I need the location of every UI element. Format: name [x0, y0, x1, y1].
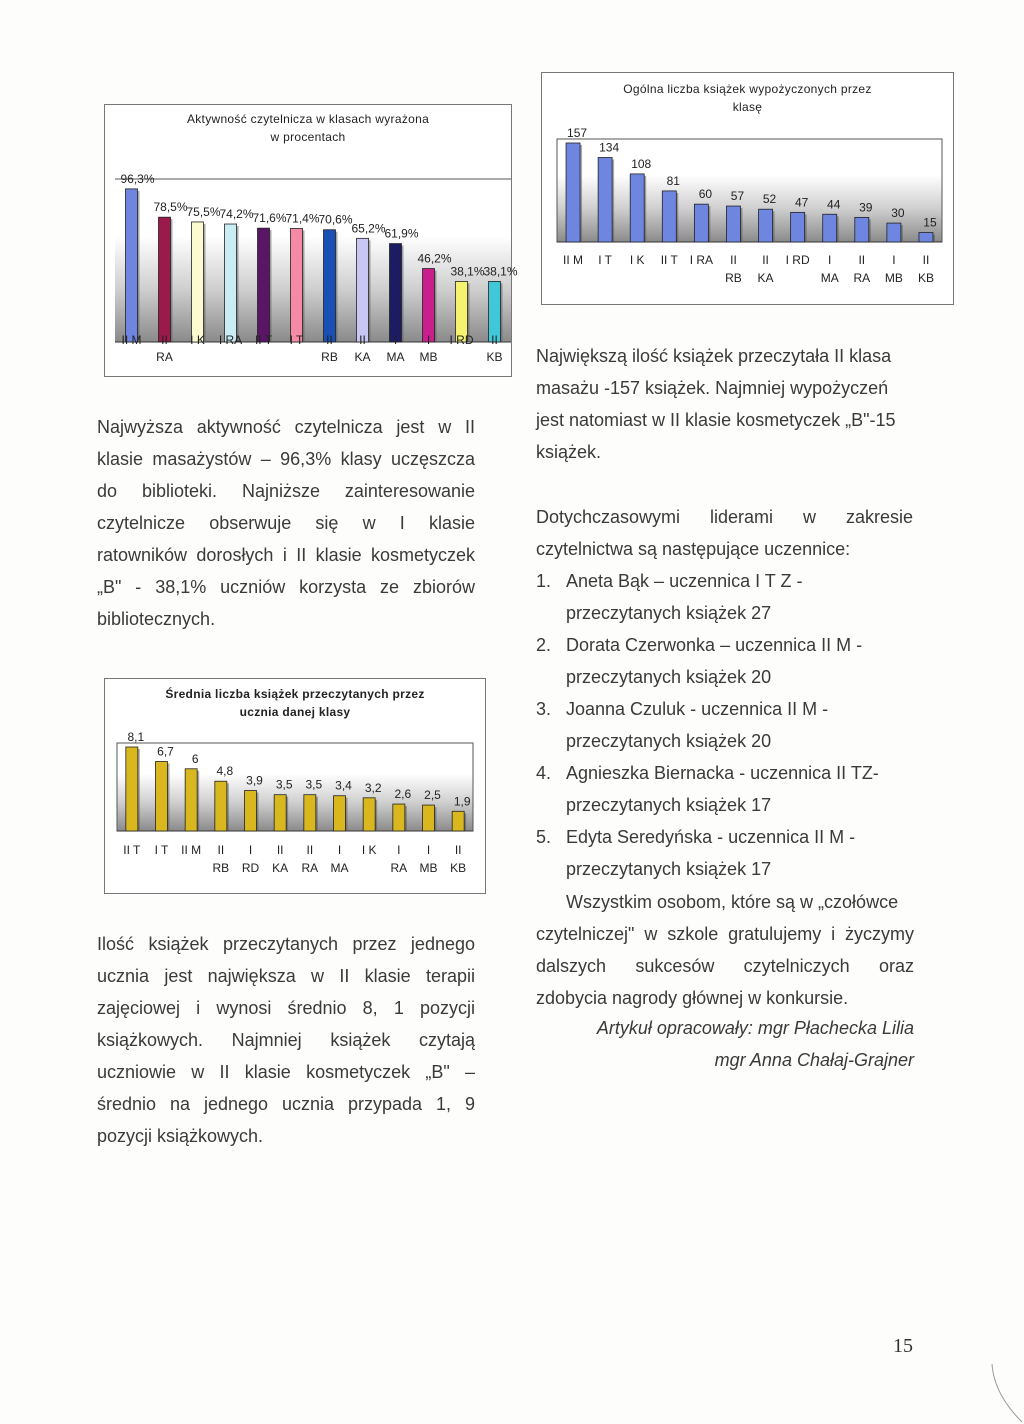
- x-tick-label: II: [454, 843, 462, 857]
- x-tick-label: RD: [241, 861, 260, 875]
- text-line: czytelnictwa są następujące uczennice:: [536, 539, 851, 559]
- bar: [357, 238, 369, 342]
- data-label: 15: [923, 215, 937, 230]
- x-tick-label: II M: [563, 253, 584, 267]
- bar: [726, 206, 740, 242]
- plot-background: [557, 175, 942, 242]
- x-tick-label: II: [491, 333, 498, 347]
- plot-background: [117, 774, 473, 831]
- x-tick-label: I T: [289, 333, 304, 347]
- chart-title-line: Aktywność czytelnicza w klasach wyrażona: [186, 112, 430, 126]
- data-label: 60: [698, 187, 713, 202]
- x-tick-label: RA: [390, 861, 408, 875]
- data-label: 4,8: [216, 764, 234, 779]
- x-tick-label: II M: [121, 333, 142, 347]
- x-tick-label: RA: [156, 350, 173, 364]
- data-label: 44: [827, 197, 841, 212]
- chart-title-line: ucznia danej klasy: [239, 705, 351, 719]
- x-tick-label: I K: [190, 333, 205, 347]
- data-label: 3,2: [364, 780, 382, 795]
- x-tick-label: II M: [181, 843, 202, 857]
- bar: [363, 798, 375, 831]
- x-tick-label: KB: [450, 861, 467, 875]
- data-label: 38,1%: [483, 264, 518, 279]
- list-item: [536, 693, 936, 757]
- bar: [630, 174, 644, 242]
- x-tick-label: MB: [419, 350, 438, 364]
- bar: [452, 811, 464, 831]
- x-tick-label: I RD: [449, 333, 474, 347]
- data-label: 6: [191, 751, 199, 766]
- x-tick-label: II: [359, 333, 366, 347]
- x-tick-label: I: [426, 843, 431, 857]
- bar: [258, 228, 270, 342]
- x-tick-label: I: [397, 843, 401, 857]
- data-label: 8,1: [127, 730, 145, 744]
- bar: [598, 158, 612, 242]
- bar: [759, 209, 773, 242]
- list-number: 3.: [536, 699, 552, 719]
- text-line: ratowników dorosłych i II klasie kosmetyczek: [97, 545, 475, 565]
- bar: [291, 228, 303, 342]
- list-line: Edyta Seredyńska - uczennica II M -: [566, 827, 856, 847]
- bar: [126, 747, 138, 831]
- x-tick-label: II: [217, 843, 225, 857]
- data-label: 3,5: [305, 777, 323, 792]
- data-label: 52: [762, 192, 777, 207]
- text-line: ucznia jest największa w II klasie terapii: [97, 966, 475, 986]
- data-label: 6,7: [157, 744, 174, 759]
- x-tick-label: II T: [660, 253, 678, 267]
- text-line: czytelniczej" w szkole gratulujemy i życzymy: [536, 924, 914, 944]
- x-tick-label: I RA: [689, 253, 714, 267]
- text-line: czytelnicze obserwuje się w I klasie: [97, 513, 475, 533]
- chart-title-line: klasę: [732, 100, 763, 114]
- list-line: Joanna Czuluk - uczennica II M -: [566, 699, 829, 719]
- bar: [855, 217, 869, 242]
- paragraph-congratulations: [536, 886, 914, 1014]
- bar: [274, 795, 286, 831]
- text-line: „B" - 38,1% uczniów korzysta ze zbiorów: [97, 577, 475, 597]
- data-label: 134: [599, 140, 620, 155]
- data-label: 70,6%: [318, 212, 353, 227]
- list-line: przeczytanych książek 20: [566, 731, 772, 751]
- bar: [215, 781, 227, 831]
- text-line: masażu -157 książek. Najmniej wypożyczeń: [536, 378, 889, 398]
- data-label: 71,4%: [285, 211, 320, 226]
- data-label: 61,9%: [384, 226, 419, 241]
- chart-title-line: Ogólna liczba książek wypożyczonych przez: [623, 82, 872, 96]
- text-line: Dotychczasowymi liderami w zakresie: [536, 507, 913, 527]
- data-label: 65,2%: [351, 221, 386, 236]
- text-line: Największą ilość książek przeczytała II klasa: [536, 346, 892, 366]
- x-tick-label: II: [326, 333, 333, 347]
- bar: [919, 233, 933, 242]
- bar: [662, 191, 676, 242]
- signature-second-author: mgr Anna Chałaj-Grajner: [714, 1050, 914, 1070]
- data-label: 96,3%: [120, 171, 155, 186]
- text-line: Wszystkim osobom, które są w „czołówce: [566, 892, 899, 912]
- x-tick-label: KA: [757, 271, 774, 285]
- x-tick-label: KA: [272, 861, 289, 875]
- list-line: Dorata Czerwonka – uczennica II M -: [566, 635, 863, 655]
- page-corner-fold: [964, 1364, 1024, 1424]
- list-number: 2.: [536, 635, 552, 655]
- list-item: [536, 629, 936, 693]
- x-tick-label: I RD: [785, 253, 810, 267]
- x-tick-label: MB: [419, 861, 438, 875]
- text-line: uczniowie w II klasie kosmetyczek „B" –: [97, 1062, 475, 1082]
- list-line: przeczytanych książek 27: [566, 603, 772, 623]
- x-tick-label: RB: [212, 861, 230, 875]
- list-item: [536, 565, 936, 629]
- x-tick-label: II T: [123, 843, 141, 857]
- data-label: 57: [730, 189, 745, 204]
- x-tick-label: MA: [820, 271, 839, 285]
- x-tick-label: RB: [321, 350, 338, 364]
- bar: [393, 804, 405, 831]
- text-line: Ilość książek przeczytanych przez jednego: [97, 934, 475, 954]
- text-line: klasie masażystów – 96,3% klasy uczęszcza: [97, 449, 475, 469]
- bar: [185, 769, 197, 831]
- list-line: Aneta Bąk – uczennica I T Z -: [566, 571, 803, 591]
- chart-total-borrowed-svg: [542, 73, 953, 304]
- text-line: zdobycia nagrody głównej w konkursie.: [536, 988, 849, 1008]
- bar: [423, 269, 435, 342]
- chart-average-read-svg: [105, 679, 485, 893]
- leaders-list: [536, 565, 936, 885]
- bar: [156, 762, 168, 831]
- x-tick-label: RA: [853, 271, 871, 285]
- x-tick-label: I: [892, 253, 896, 267]
- data-label: 2,5: [424, 788, 441, 803]
- x-tick-label: I: [337, 843, 342, 857]
- chart-reading-activity: [104, 104, 518, 377]
- x-tick-label: II: [858, 253, 866, 267]
- chart-title-line: w procentach: [270, 130, 346, 144]
- data-label: 30: [891, 206, 905, 221]
- x-tick-label: II: [730, 253, 737, 267]
- text-line: Najwyższa aktywność czytelnicza jest w II: [97, 417, 475, 437]
- text-line: jest natomiast w II klasie kosmetyczek „B"-15: [536, 410, 896, 430]
- data-label: 71,6%: [252, 211, 287, 226]
- bar: [245, 791, 257, 831]
- x-tick-label: II T: [254, 333, 273, 347]
- text-line: dalszych sukcesów czytelniczych oraz: [536, 956, 914, 976]
- x-tick-label: KB: [486, 350, 503, 364]
- text-line: do biblioteki. Najniższe zainteresowanie: [97, 481, 475, 501]
- chart-total-borrowed: [541, 72, 954, 305]
- text-line: książkowych. Najmniej książek czytają: [97, 1030, 475, 1050]
- data-label: 47: [794, 195, 809, 210]
- x-tick-label: I T: [598, 253, 613, 267]
- data-label: 157: [567, 126, 588, 140]
- bar: [192, 222, 204, 342]
- data-label: 3,5: [275, 777, 293, 792]
- list-line: Agnieszka Biernacka - uczennica II TZ-: [566, 763, 879, 783]
- x-tick-label: MA: [386, 350, 405, 364]
- data-label: 81: [666, 173, 680, 188]
- data-label: 2,6: [394, 787, 412, 802]
- x-tick-label: II: [276, 843, 284, 857]
- bar: [159, 217, 171, 342]
- x-tick-label: I T: [154, 843, 169, 857]
- x-tick-label: I: [248, 843, 253, 857]
- text-line: średnio na jednego ucznia przypada 1, 9: [97, 1094, 475, 1114]
- data-label: 38,1%: [450, 264, 485, 279]
- data-label: 39: [859, 200, 873, 215]
- data-label: 1,9: [453, 794, 471, 809]
- text-line: książek.: [536, 442, 602, 462]
- text-line: bibliotecznych.: [97, 609, 216, 629]
- bar: [225, 224, 237, 342]
- data-label: 74,2%: [219, 207, 254, 222]
- list-number: 4.: [536, 763, 552, 783]
- signature-authors: Artykuł opracowały: mgr Płachecka Lilia: [596, 1018, 914, 1038]
- bar: [566, 143, 580, 242]
- x-tick-label: KB: [917, 271, 934, 285]
- x-tick-label: II: [306, 843, 314, 857]
- bar: [126, 189, 138, 342]
- list-line: przeczytanych książek 17: [566, 859, 772, 879]
- list-item: [536, 821, 936, 885]
- x-tick-label: I RA: [218, 333, 243, 347]
- data-label: 108: [631, 156, 652, 171]
- bar: [304, 795, 316, 831]
- bar: [390, 244, 402, 342]
- bar: [823, 214, 837, 242]
- x-tick-label: I: [393, 333, 398, 347]
- data-label: 3,9: [246, 773, 263, 788]
- x-tick-label: II: [161, 333, 168, 347]
- paragraph-borrowed-summary: [536, 340, 916, 468]
- chart-title-line: Średnia liczba książek przeczytanych przez: [165, 687, 425, 701]
- bar: [423, 805, 435, 831]
- data-label: 3,4: [335, 778, 352, 793]
- data-label: 75,5%: [186, 204, 221, 219]
- x-tick-label: MA: [330, 861, 349, 875]
- list-number: 5.: [536, 827, 552, 847]
- x-tick-label: I: [828, 253, 832, 267]
- list-item: [536, 757, 936, 821]
- x-tick-label: II: [922, 253, 930, 267]
- bar: [694, 204, 708, 242]
- x-tick-label: RA: [301, 861, 319, 875]
- page-number: 15: [893, 1335, 913, 1357]
- bar: [324, 230, 336, 342]
- x-tick-label: I: [426, 333, 431, 347]
- x-tick-label: I K: [361, 843, 377, 857]
- x-tick-label: KA: [354, 350, 371, 364]
- paragraph-activity-summary: [97, 411, 475, 635]
- paragraph-leaders-intro: [536, 501, 913, 565]
- paragraph-average-summary: [97, 928, 475, 1152]
- list-line: przeczytanych książek 17: [566, 795, 772, 815]
- chart-average-read: [104, 678, 486, 894]
- x-tick-label: RB: [725, 271, 742, 285]
- data-label: 78,5%: [153, 200, 188, 215]
- x-tick-label: MB: [884, 271, 903, 285]
- text-line: pozycji książkowych.: [97, 1126, 264, 1146]
- list-number: 1.: [536, 571, 552, 591]
- chart-reading-activity-svg: [105, 105, 518, 376]
- bar: [334, 796, 346, 831]
- plot-background: [115, 236, 511, 342]
- bar: [887, 223, 901, 242]
- bar: [791, 212, 805, 242]
- data-label: 46,2%: [417, 251, 452, 266]
- x-tick-label: I K: [629, 253, 645, 267]
- x-tick-label: II: [762, 253, 769, 267]
- list-line: przeczytanych książek 20: [566, 667, 772, 687]
- text-line: zajęciowej i wynosi średnio 8, 1 pozycji: [97, 998, 475, 1018]
